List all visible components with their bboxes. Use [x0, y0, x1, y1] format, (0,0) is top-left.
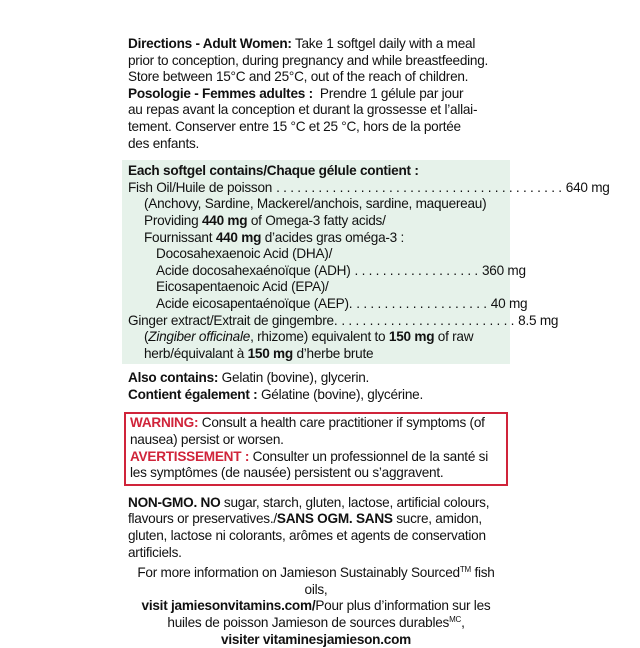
trademark-mark: TM — [459, 565, 471, 575]
ginger-label: Ginger extract/Extrait de gingembre. — [128, 312, 338, 328]
mc-mark: MC — [449, 615, 462, 624]
url-french: visiter vitaminesjamieson.com — [221, 631, 411, 647]
epa-row — [128, 295, 528, 313]
epa-amount: 40 mg — [490, 295, 528, 311]
also-contains-french: Contient également : Gélatine (bovine), glycérine. — [128, 386, 423, 402]
fish-oil-row — [128, 179, 610, 197]
directions-fr-line: Prendre 1 gélule par jour — [312, 85, 464, 101]
dha-french: Acide docosahexaénoïque (ADH) — [156, 262, 351, 278]
warning-heading: WARNING: — [130, 415, 199, 431]
dha-english: Docosahexaenoic Acid (DHA)/ — [156, 246, 333, 262]
directions-section — [128, 36, 504, 152]
directions-en-heading: Directions - Adult Women: — [128, 36, 292, 51]
epa-english: Eicosapentaenoic Acid (EPA)/ — [156, 279, 329, 295]
omega3-fournissant: Fournissant 440 mg d’acides gras oméga-3 : — [144, 229, 405, 245]
non-gmo-statement: NON-GMO. NO sugar, starch, gluten, lactose, artificial colours, flavours or preservatives./SANS OGM. SANS sucre, amidon, gluten, lactose ni colorants, arômes et agents de conservation artificiels. — [128, 494, 490, 560]
directions-en-text: Take 1 softgel daily with a meal prior to conception, during pregnancy and while breastfeeding. Store between 15°C and 25°C, out of the reach of children. — [128, 36, 489, 85]
ginger-equivalent-fr: herb/équivalant à 150 mg d’herbe brute — [144, 345, 374, 361]
directions-fr-line: au repas avant la conception et durant la grossesse et l’allai- — [128, 102, 478, 118]
dha-amount: 360 mg — [481, 262, 526, 278]
ginger-equivalent: (Zingiber officinale, rhizome) equivalent to 150 mg of raw — [144, 329, 474, 345]
url-english: visit jamiesonvitamins.com/ — [141, 598, 316, 614]
ingredients-box — [122, 160, 610, 364]
leader-dots: . . . . . . . . . . . . . . . . . . . — [356, 295, 487, 311]
fish-sources: (Anchovy, Sardine, Mackerel/anchois, sardine, maquereau) — [144, 196, 487, 212]
directions-fr-heading: Posologie - Femmes adultes : — [128, 85, 313, 101]
more-info-line: For more information on Jamieson Sustainably Sourced™ fish oils, — [137, 565, 495, 597]
leader-dots: . . . . . . . . . . . . . . . . . . . . . . . . . — [341, 312, 515, 328]
ginger-row — [128, 312, 559, 330]
warning-box — [124, 412, 508, 485]
leader-dots: . . . . . . . . . . . . . . . . . . . . . . . . . . . . . . . . . . . . . . . . . — [276, 179, 562, 195]
leader-dots: . . . . . . . . . . . . . . . . . . — [354, 262, 478, 278]
more-info-line: visit jamiesonvitamins.com/Pour plus d’information sur les huiles de poisson Jamieson de sources durables$^{MC}$, — [141, 598, 491, 630]
avertissement-heading: AVERTISSEMENT : — [130, 448, 250, 464]
warning-french — [130, 449, 502, 482]
fish-oil-label: Fish Oil/Huile de poisson — [128, 179, 273, 195]
fish-oil-amount: 640 mg — [565, 179, 610, 195]
product-label — [128, 36, 610, 648]
also-contains-english: Also contains: Gelatin (bovine), glycerin. — [128, 370, 370, 386]
warning-fr-text: Consulter un professionnel de la santé si les symptômes (de nausée) persistent ou s’aggravent. — [130, 448, 488, 481]
omega3-providing: Providing 440 mg of Omega-3 fatty acids/ — [144, 212, 386, 228]
directions-fr-line: tement. Conserver entre 15 °C et 25 °C, hors de la portée — [128, 118, 461, 134]
more-info-line — [128, 632, 504, 648]
ingredients-heading: Each softgel contains/Chaque gélule contient : — [128, 163, 419, 179]
more-info-section — [128, 565, 504, 648]
directions-english — [128, 36, 504, 86]
warning-en-text: Consult a health care practitioner if symptoms (of nausea) persist or worsen. — [130, 415, 485, 448]
dha-row — [128, 262, 526, 280]
non-gmo-section — [128, 495, 504, 561]
directions-french — [128, 86, 504, 103]
also-contains-section — [128, 370, 504, 403]
warning-english — [130, 415, 502, 448]
directions-fr-line: des enfants. — [128, 135, 200, 151]
epa-french: Acide eicosapentaénoïque (AEP). — [156, 295, 353, 311]
ginger-amount: 8.5 mg — [518, 312, 559, 328]
